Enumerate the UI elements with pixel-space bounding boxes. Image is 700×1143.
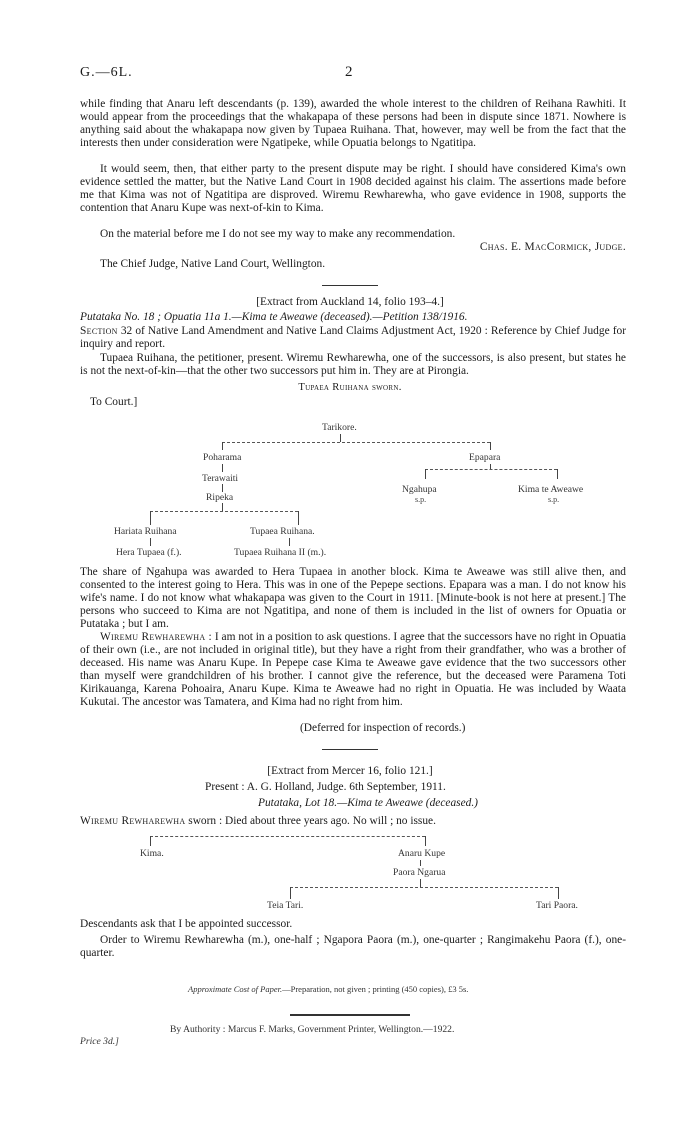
divider xyxy=(322,285,378,286)
sworn-line xyxy=(80,815,436,827)
paragraph xyxy=(80,631,626,708)
deferred-note: (Deferred for inspection of records.) xyxy=(300,722,466,734)
case-title: Putataka, Lot 18.—Kima te Aweawe (deceased.) xyxy=(258,797,478,809)
tree-line xyxy=(557,469,558,479)
tree-note: s.p. xyxy=(548,495,560,504)
paragraph: The share of Ngahupa was awarded to Hera Tupaea in another block. Kima te Aweawe was still alive then, and consented to the interest going to Hera. This was in one of the Pepepe sections. Epapara was a man. I do not know his wife's name. I do not know what whakapapa was given to the Court in 1911. [Minute-book is not here at present.] The persons who succeed to Kima are not Ngatitipa, and none of them is included in the list of owners for Opuatia or Putataka ; but I am. xyxy=(80,566,626,630)
cost-label: Approximate Cost of Paper. xyxy=(188,984,283,994)
page-number: 2 xyxy=(345,64,353,80)
paragraph: Descendants ask that I be appointed successor. xyxy=(80,918,293,930)
tree-node: Kima. xyxy=(140,848,164,859)
extract-title: [Extract from Mercer 16, folio 121.] xyxy=(267,765,433,777)
extract-title: [Extract from Auckland 14, folio 193–4.] xyxy=(256,296,444,308)
tree-line xyxy=(222,484,223,492)
to-court: To Court.] xyxy=(90,396,138,408)
testimony-text: I am not in a position to ask questions. I agree that the successors have no right in Opuatia of their own (i.e., are not included in original title), but they have a right from their grandfather, who was a brother of deceased. His name was Anaru Kupe. In Pepepe case Kima te Aweawe gave evidence that the two successors other than myself were grandchildren of his brother. I cannot give the reference, but the deceased were Paramena Toti Kirikauanga, Karena Pohoaira, Anaru Kupe. Kima te Aweawe had no right in Opuatia. He was included by Waata Kukutai. The ancestor was Tamatera, and Kima had no right from him. xyxy=(80,631,626,708)
tree-node: Ripeka xyxy=(206,492,234,503)
tree-line xyxy=(150,836,151,846)
tree-node: Teia Tari. xyxy=(267,900,304,911)
tree-line xyxy=(150,511,298,512)
page-reference: G.—6L. xyxy=(80,65,133,80)
tree-line xyxy=(490,442,491,450)
paragraph: Order to Wiremu Rewharewha (m.), one-half ; Ngapora Paora (m.), one-quarter ; Rangimakehu Paora (f.), one-quarter. xyxy=(80,934,626,959)
tree-line xyxy=(289,538,290,546)
tree-line xyxy=(425,469,557,470)
tree-line xyxy=(420,879,421,887)
cost-note xyxy=(188,984,468,994)
tree-node: Poharama xyxy=(203,452,242,463)
tree-node: Epapara xyxy=(469,452,501,463)
divider xyxy=(290,1014,410,1016)
witness-name: Wiremu Rewharewha xyxy=(80,815,186,827)
paragraph: It would seem, then, that either party to the present dispute may be right. I should have considered Kima's own evidence settled the matter, but the Native Land Court in 1908 decided against his claim. The assertions made before me that Kima was not of Ngatitipa are disproved. Wiremu Rewharewha, who gave evidence in 1908, supports the contention that Anaru Kupe was next-of-kin to Kima. xyxy=(80,163,626,214)
sworn-heading: Tupaea Ruihana sworn. xyxy=(298,382,402,393)
paragraph: Tupaea Ruihana, the petitioner, present. Wiremu Rewharewha, one of the successors, is also present, but states he is not the next-of-kin—that the other two successors put him in. They are at Pirongia. xyxy=(80,352,626,377)
tree-node: Hariata Ruihana xyxy=(114,526,177,537)
tree-node: Tupaea Ruihana. xyxy=(250,526,315,537)
price: Price 3d.] xyxy=(80,1036,119,1047)
tree-line xyxy=(558,887,559,899)
section-reference xyxy=(80,325,626,351)
paragraph: while finding that Anaru left descendants (p. 139), awarded the whole interest to the children of Reihana Rawhiti. It would appear from the proceedings that the whakapapa of these persons had been in dispute since 1871. Nowhere is anything said about the whakapapa now given by Tupaea Ruihana. That, however, may well be from the fact that the interests then under consideration were Ngatipeke, while Opuatia belongs to Ngatitipa. xyxy=(80,98,626,149)
tree-node: Paora Ngarua xyxy=(393,867,446,878)
tree-line xyxy=(150,538,151,546)
tree-node: Kima te Aweawe xyxy=(518,484,584,495)
divider xyxy=(322,749,378,750)
tree-line xyxy=(222,442,223,450)
addressee: The Chief Judge, Native Land Court, Wellington. xyxy=(100,258,326,270)
case-title: Putataka No. 18 ; Opuatia 11a 1.—Kima te Aweawe (deceased).—Petition 138/1916. xyxy=(80,311,468,323)
signature: Chas. E. MacCormick, Judge. xyxy=(479,241,626,253)
tree-line xyxy=(290,887,291,899)
tree-line xyxy=(222,503,223,511)
tree-line xyxy=(425,469,426,479)
tree-node: Tari Paora. xyxy=(536,900,578,911)
tree-node: Terawaiti xyxy=(202,473,239,484)
tree-note: s.p. xyxy=(415,495,427,504)
tree-line xyxy=(290,887,558,888)
present-label: Present : xyxy=(205,781,245,793)
section-label: Section xyxy=(80,325,118,337)
speaker-name: Wiremu Rewharewha : xyxy=(100,631,213,643)
section-text: 32 of Native Land Amendment and Native Land Claims Adjustment Act, 1920 : Reference by Chief Judge for inquiry and report. xyxy=(80,325,626,350)
cost-text: —Preparation, not given ; printing (450 copies), £3 5s. xyxy=(282,984,469,994)
authority-line: By Authority : Marcus F. Marks, Government Printer, Wellington.—1922. xyxy=(170,1024,455,1035)
tree-line xyxy=(340,434,341,442)
sworn-text: sworn : Died about three years ago. No will ; no issue. xyxy=(188,815,436,827)
present-line xyxy=(205,781,446,793)
tree-line xyxy=(425,836,426,846)
tree-node: Hera Tupaea (f.). xyxy=(116,547,182,558)
tree-line xyxy=(222,442,490,443)
tree-line xyxy=(150,836,425,837)
tree-node: Ngahupa xyxy=(402,484,437,495)
tree-line xyxy=(222,464,223,472)
tree-line xyxy=(298,511,299,525)
tree-node: Tupaea Ruihana II (m.). xyxy=(234,547,327,558)
present-text: A. G. Holland, Judge. 6th September, 1911. xyxy=(246,781,446,793)
tree-node: Anaru Kupe xyxy=(398,848,446,859)
paragraph: On the material before me I do not see my way to make any recommendation. xyxy=(100,228,456,240)
tree-line xyxy=(420,860,421,866)
tree-node-root: Tarikore. xyxy=(322,422,357,433)
tree-line xyxy=(150,511,151,525)
